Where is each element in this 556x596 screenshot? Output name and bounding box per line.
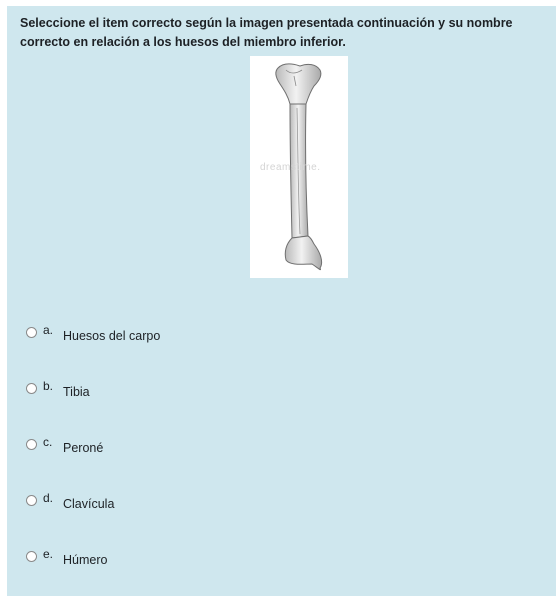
radio-button[interactable] — [26, 327, 37, 338]
option-label[interactable]: Tibia — [63, 385, 90, 399]
radio-button[interactable] — [26, 551, 37, 562]
option-e[interactable] — [26, 549, 326, 569]
radio-button[interactable] — [26, 383, 37, 394]
option-b[interactable] — [26, 381, 326, 401]
option-c[interactable] — [26, 437, 326, 457]
option-label[interactable]: Huesos del carpo — [63, 329, 161, 343]
option-letter: d. — [43, 491, 54, 505]
option-d[interactable] — [26, 493, 326, 513]
option-letter: a. — [43, 323, 54, 337]
option-letter: e. — [43, 547, 54, 561]
watermark: dreamstime. — [260, 162, 321, 173]
option-letter: c. — [43, 435, 53, 449]
radio-button[interactable] — [26, 495, 37, 506]
option-letter: b. — [43, 379, 54, 393]
question-text: Seleccione el item correcto según la imagen presentada continuación y su nombre correcto en relación a los huesos del miembro inferior. — [20, 16, 513, 49]
question-panel — [7, 6, 556, 596]
option-label[interactable]: Húmero — [63, 553, 108, 567]
radio-button[interactable] — [26, 439, 37, 450]
bone-image — [250, 56, 348, 278]
option-label[interactable]: Peroné — [63, 441, 104, 455]
option-label[interactable]: Clavícula — [63, 497, 115, 511]
option-a[interactable] — [26, 325, 326, 345]
